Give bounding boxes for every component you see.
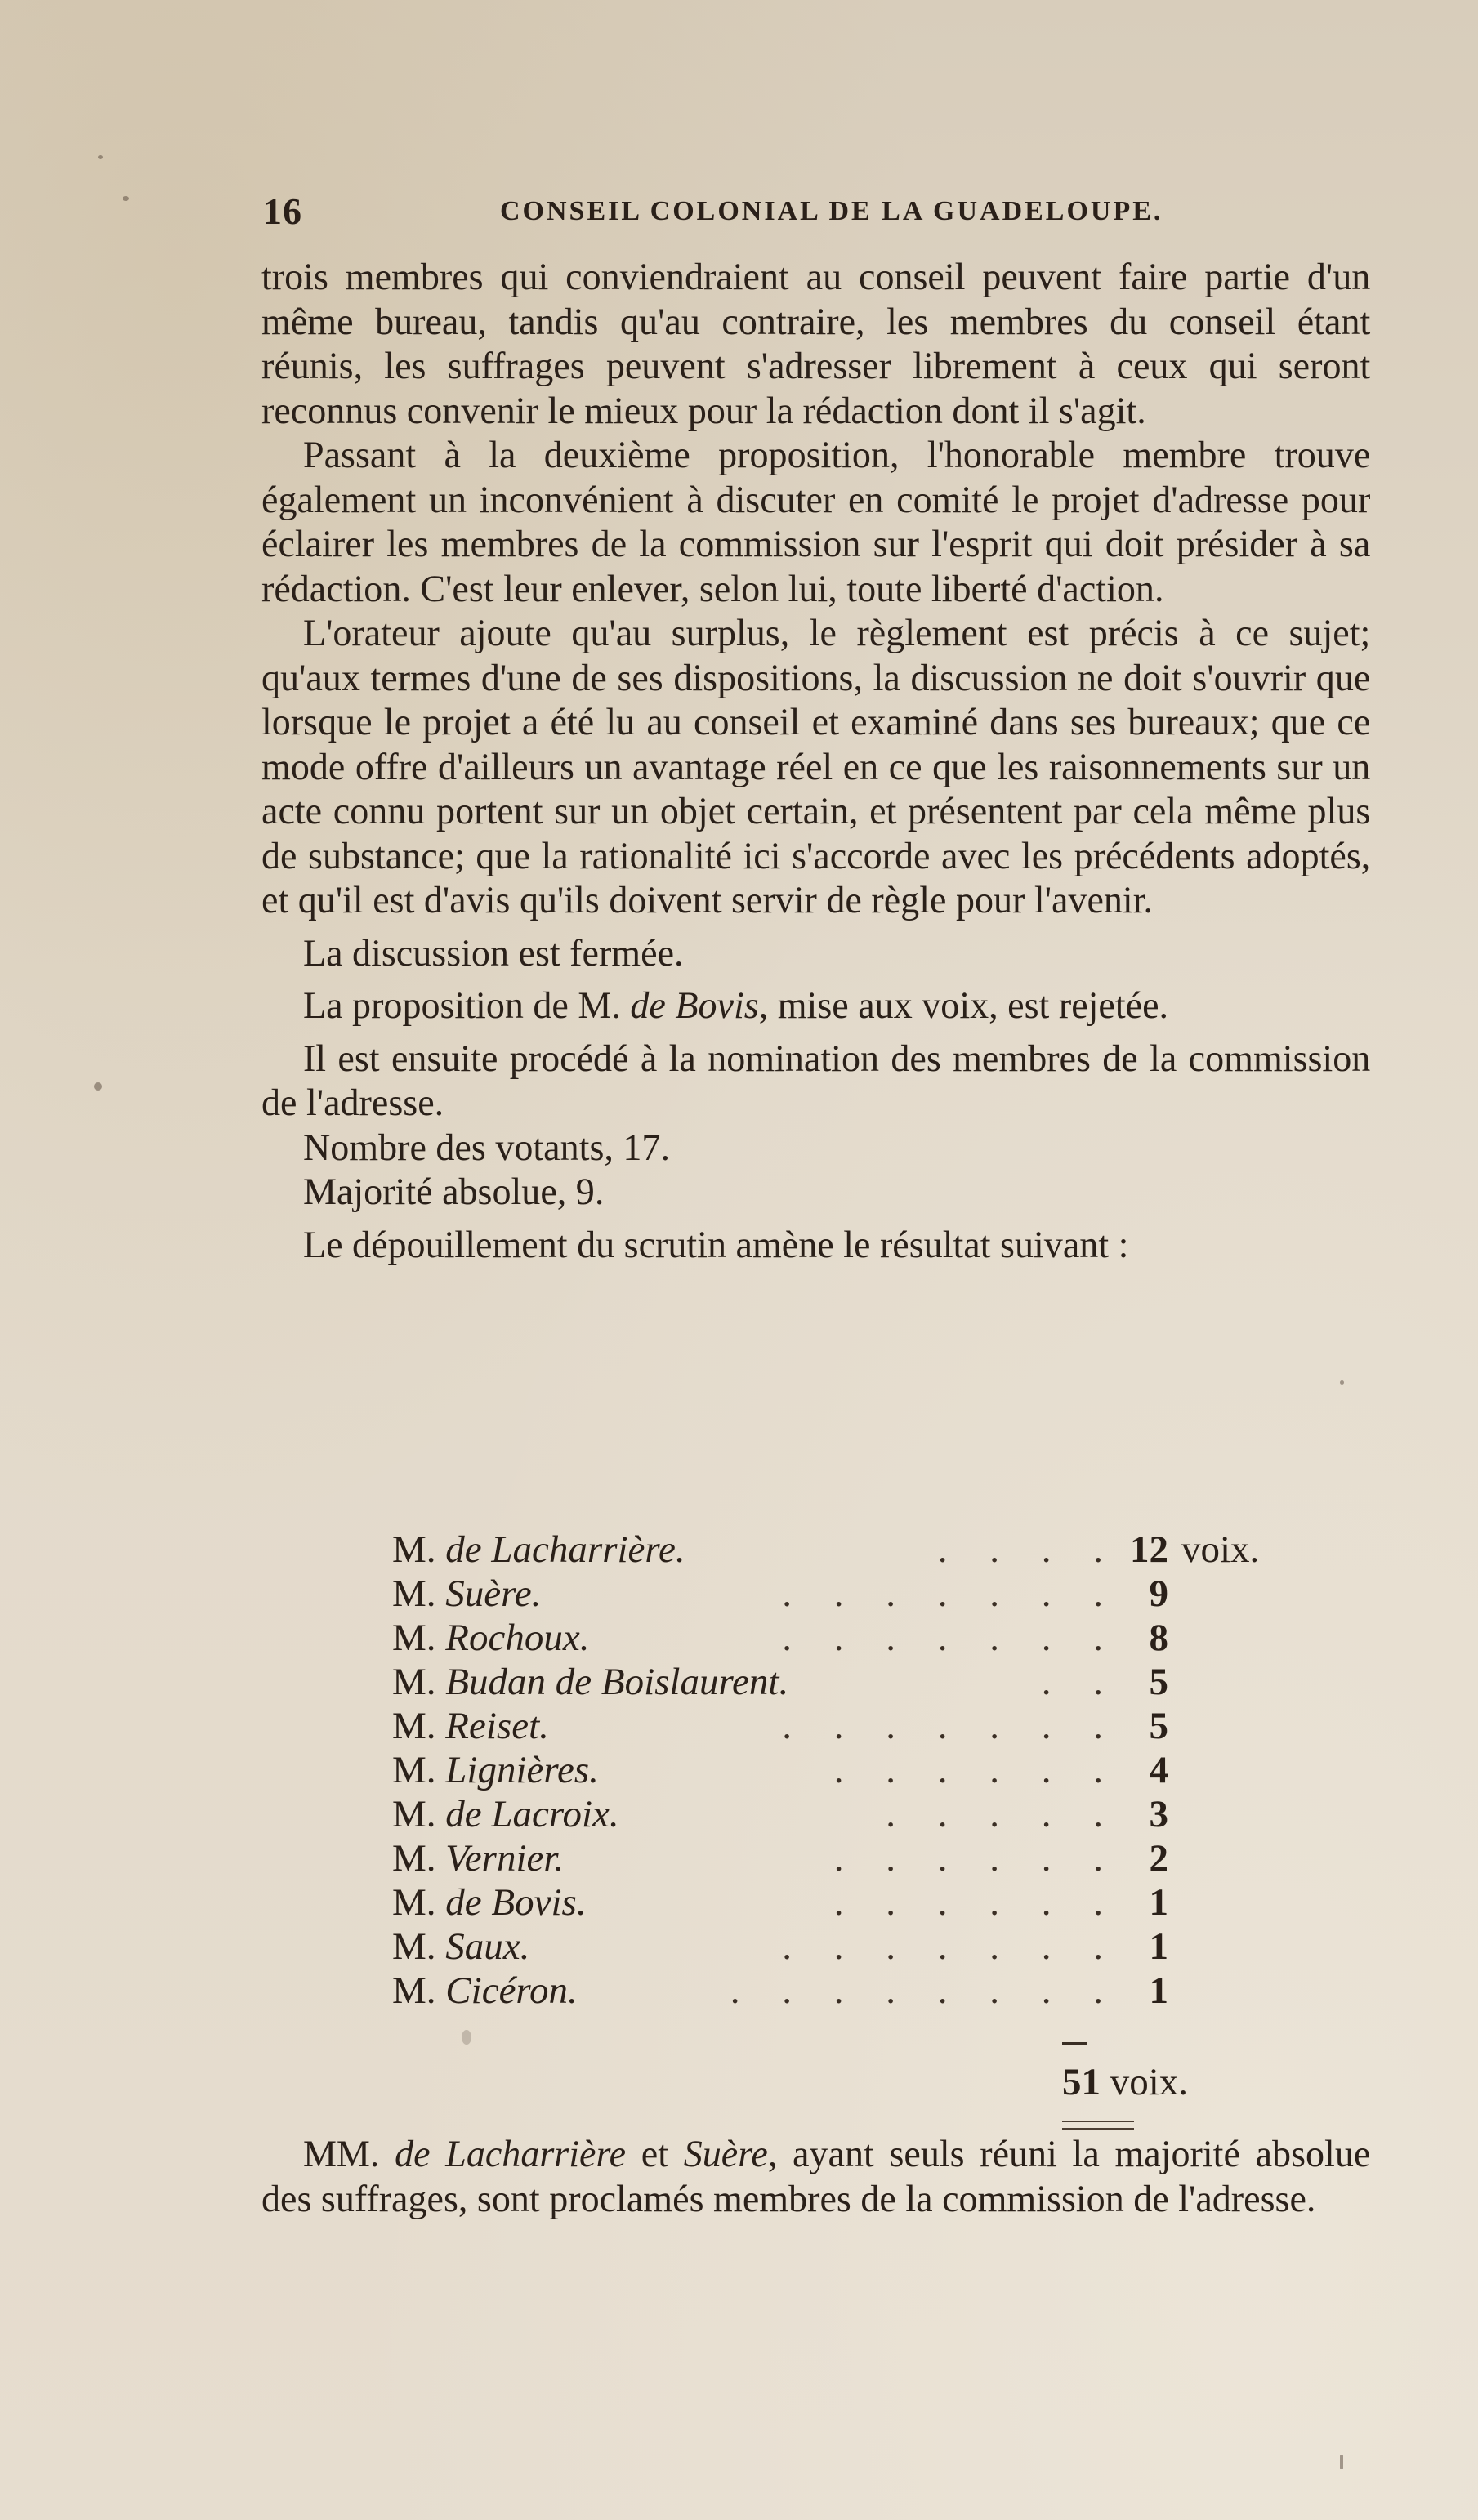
paragraph-voters-count: Nombre des votants, 17. — [302, 1126, 670, 1169]
vote-count: 3 — [1149, 1793, 1168, 1835]
vote-count: 1 — [1149, 1925, 1168, 1968]
dot-leader: . . . . — [937, 1528, 1119, 1571]
honorific: M. — [392, 1837, 436, 1880]
double-rule — [1062, 2121, 1134, 2130]
honorific: M. — [392, 1705, 436, 1747]
tally-row — [392, 1969, 1242, 2013]
text-run: La proposition de M. — [302, 984, 631, 1027]
vote-count: 2 — [1149, 1837, 1168, 1880]
vote-count: 1 — [1149, 1969, 1168, 2012]
paper-speck — [94, 1082, 102, 1091]
total-unit: voix. — [1110, 2061, 1189, 2103]
tally-row — [392, 1528, 1260, 1572]
name-italic: Suère — [683, 2133, 768, 2175]
vote-count: 8 — [1149, 1617, 1168, 1659]
tally-row — [392, 1704, 1242, 1748]
text-run: et — [626, 2133, 684, 2175]
text-run: , ayant seuls réuni la majorité absolue des suffrages, sont proclamés membres de la commission de l'adresse. — [261, 2133, 1371, 2220]
candidate-surname: Saux. — [445, 1925, 530, 1968]
honorific: M. — [392, 1793, 436, 1835]
paper-speck — [1340, 2455, 1343, 2469]
dot-leader: . . . . . . — [833, 1749, 1119, 1791]
candidate-surname: de Lacroix. — [445, 1793, 619, 1835]
dot-leader: . . . . . . . — [782, 1617, 1119, 1659]
tally-row — [392, 1616, 1242, 1660]
vote-count: 5 — [1149, 1661, 1168, 1703]
paper-speck — [123, 196, 129, 201]
tally-row — [392, 1880, 1242, 1925]
candidate-surname: Vernier. — [445, 1837, 565, 1880]
honorific: M. — [392, 1661, 436, 1703]
tally-row — [392, 1925, 1242, 1969]
name-italic: de Lacharrière — [395, 2133, 627, 2175]
sum-rule — [1062, 2042, 1087, 2045]
total-votes: 51 — [1062, 2061, 1101, 2103]
vote-unit: voix. — [1181, 1528, 1260, 1571]
vote-count: 9 — [1149, 1572, 1168, 1615]
dot-leader: . . . . . . — [833, 1837, 1119, 1880]
paragraph-discussion-closed: La discussion est fermée. — [302, 931, 684, 975]
page-header — [263, 190, 1391, 239]
vote-count: 1 — [1149, 1881, 1168, 1924]
candidate-surname: Suère. — [445, 1572, 542, 1615]
page-number: 16 — [263, 190, 302, 232]
text-run: MM. — [302, 2133, 395, 2175]
paragraph-nomination: Il est ensuite procédé à la nomination des membres de la commission de l'adresse. — [261, 1037, 1371, 1124]
paragraph-continuation: trois membres qui conviendraient au conseil peuvent faire partie d'un même bureau, tandis qu'au contraire, les membres du conseil étant réunis, les suffrages peuvent s'adresser librement à ceux qui seront reconnus convenir le mieux pour la rédaction dont il s'agit. — [261, 256, 1371, 432]
vote-count: 4 — [1149, 1749, 1168, 1791]
dot-leader: . . . . . . — [833, 1881, 1119, 1924]
candidate-surname: Lignières. — [445, 1749, 599, 1791]
candidate-surname: Reiset. — [445, 1705, 549, 1747]
dot-leader: . . . . . . . — [782, 1572, 1119, 1615]
honorific: M. — [392, 1925, 436, 1968]
tally-row — [392, 1572, 1242, 1616]
honorific: M. — [392, 1572, 436, 1615]
candidate-surname: Cicéron. — [445, 1969, 578, 2012]
running-title: CONSEIL COLONIAL DE LA GUADELOUPE. — [500, 196, 1163, 226]
vote-count: 12 — [1130, 1528, 1168, 1571]
vote-count: 5 — [1149, 1705, 1168, 1747]
body-text — [261, 255, 1370, 1267]
paragraph-orateur: L'orateur ajoute qu'au surplus, le règlement est précis à ce sujet; qu'aux termes d'une de ses dispositions, la discussion ne doit s'ouvrir que lorsque le projet a été lu au conseil et examiné dans ses bureaux; que ce mode offre d'ailleurs un avantage réel en ce que les raisonnements sur un acte connu portent sur un objet certain, et présentent par cela même plus de substance; que la rationalité ici s'accorde avec les précédents adoptés, et qu'il est d'avis qu'ils doivent servir de règle pour l'avenir. — [261, 612, 1371, 921]
vote-tally-table — [392, 1528, 1260, 2013]
text-run: , mise aux voix, est rejetée. — [758, 984, 1169, 1027]
candidate-surname: Rochoux. — [445, 1617, 590, 1659]
honorific: M. — [392, 1617, 436, 1659]
paper-speck — [462, 2030, 471, 2045]
dot-leader: . . . . . . . — [782, 1705, 1119, 1747]
honorific: M. — [392, 1969, 436, 2012]
dot-leader: . . . . . — [886, 1793, 1119, 1835]
tally-row — [392, 1660, 1242, 1704]
candidate-surname: de Bovis. — [445, 1881, 587, 1924]
tally-row — [392, 1792, 1242, 1836]
name-italic: de Bovis — [630, 984, 759, 1027]
honorific: M. — [392, 1749, 436, 1791]
candidate-surname: de Lacharrière. — [445, 1528, 685, 1571]
paragraph-absolute-majority: Majorité absolue, 9. — [302, 1171, 605, 1213]
paper-speck — [1340, 1380, 1344, 1385]
tally-row — [392, 1836, 1242, 1880]
paragraph-conclusion — [261, 2132, 1370, 2221]
paper-speck — [98, 155, 103, 159]
vote-total — [1062, 2060, 1188, 2104]
dot-leader: . . . . . . . . — [730, 1969, 1119, 2012]
tally-row — [392, 1748, 1242, 1792]
honorific: M. — [392, 1881, 436, 1924]
dot-leader: . . — [1041, 1661, 1119, 1703]
candidate-surname: Budan de Boislaurent. — [445, 1661, 789, 1703]
dot-leader: . . . . . . . — [782, 1925, 1119, 1968]
paragraph-proposition-rejected — [261, 983, 1370, 1028]
paragraph-result-intro: Le dépouillement du scrutin amène le résultat suivant : — [302, 1223, 1129, 1266]
honorific: M. — [392, 1528, 436, 1571]
paragraph-second-proposition: Passant à la deuxième proposition, l'honorable membre trouve également un inconvénient à discuter en comité le projet d'adresse pour éclairer les membres de la commission sur l'esprit qui doit présider à sa rédaction. C'est leur enlever, selon lui, toute liberté d'action. — [261, 434, 1371, 610]
